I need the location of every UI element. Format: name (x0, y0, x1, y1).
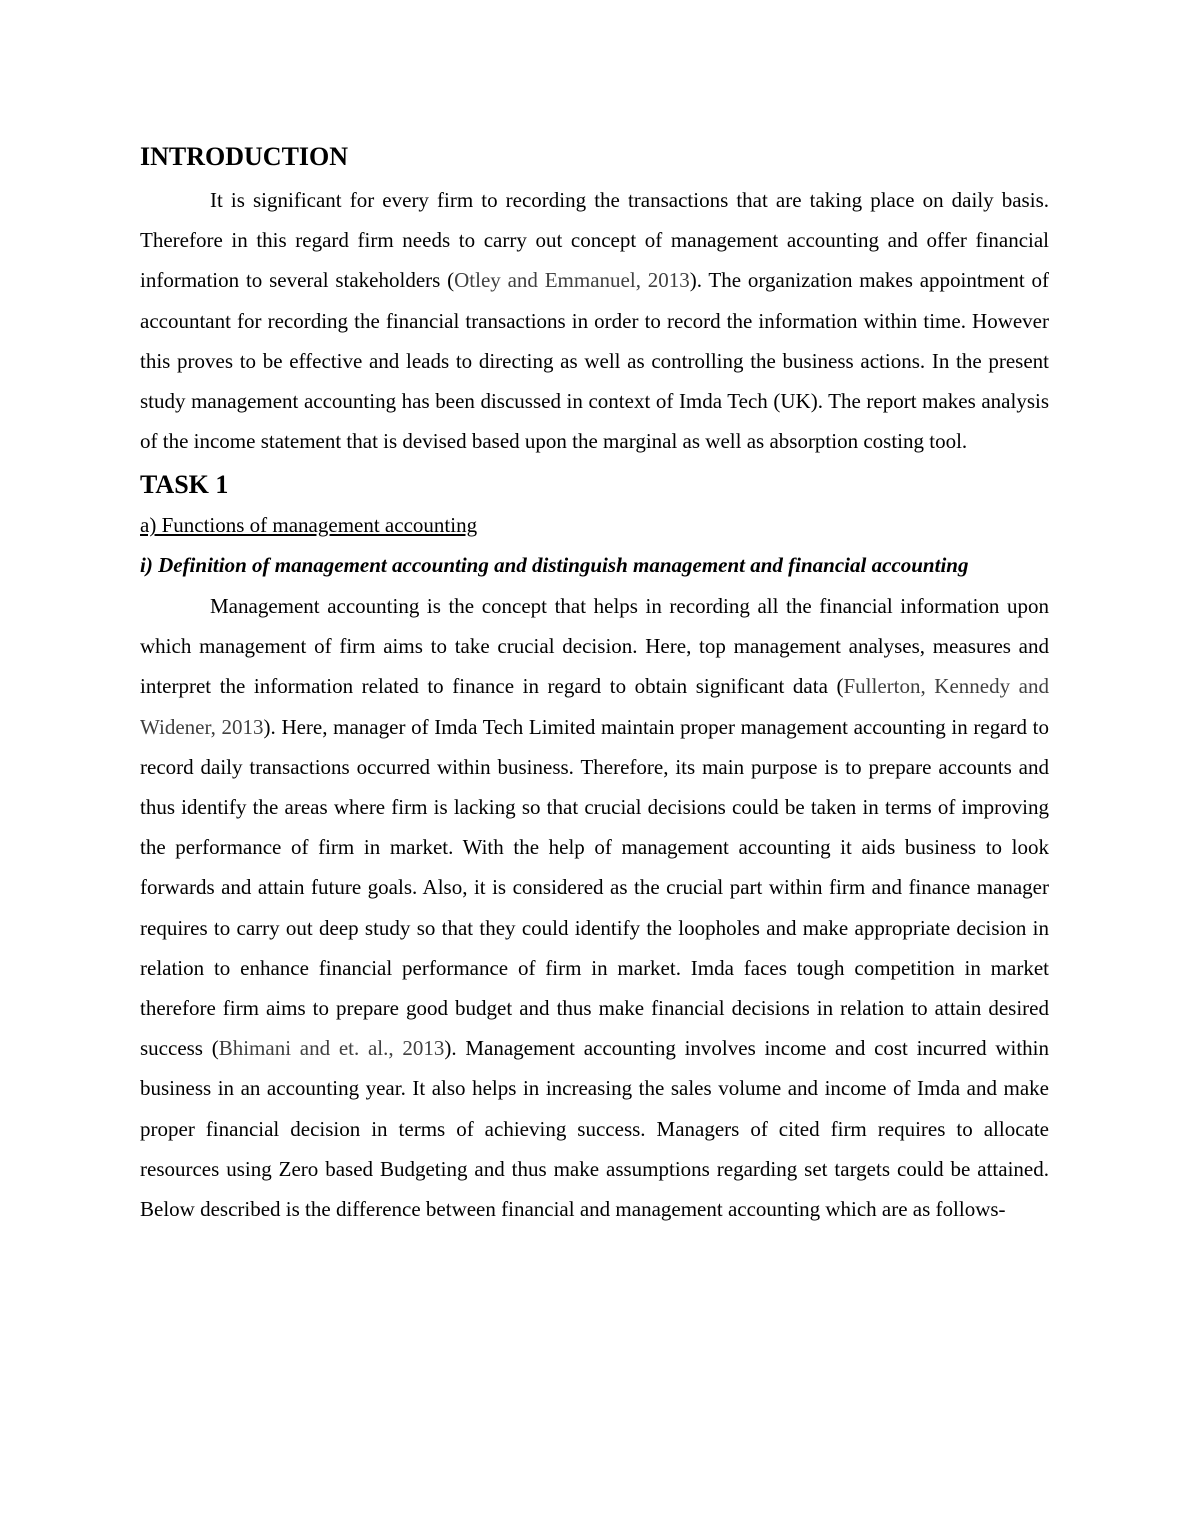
citation-otley-emmanuel: Otley and Emmanuel, 2013 (454, 268, 690, 293)
intro-text-part-1: It is significant for every firm to recording the transactions that are taking place on daily basis. Therefore in this regard firm needs to carry out concept of management accounting and offer financial information to several stakeholders ( (140, 188, 1049, 293)
intro-text-part-2: ). The organization makes appointment of accountant for recording the financial transactions in order to record the information within time. However this proves to be effective and leads to directing as well as controlling the business actions. In the present study management accounting has been discussed in context of Imda Tech (UK). The report makes analysis of the income statement that is devised based upon the marginal as well as absorption costing tool. (140, 268, 1050, 454)
functions-subheading: a) Functions of management accounting (140, 513, 478, 538)
definition-question-heading: i) Definition of management accounting and distinguish management and financial accounting (140, 553, 969, 578)
introduction-heading: INTRODUCTION (140, 142, 349, 171)
citation-fullerton: Fullerton, Kennedy and Widener, 2013 (140, 674, 1049, 739)
ma-text-part-1: Management accounting is the concept that helps in recording all the financial information upon which management of firm aims to take crucial decision. Here, top management analyses, measures and interpret the information related to finance in regard to obtain significant data ( (140, 593, 1049, 699)
page-content (140, 137, 1049, 1229)
citation-bhimani: Bhimani and et. al., 2013 (218, 1036, 445, 1061)
task-1-heading: TASK 1 (140, 470, 229, 500)
ma-text-part-2: ). Here, manager of Imda Tech Limited maintain proper management accounting in regard to record daily transactions occurred within business. Therefore, its main purpose is to prepare accounts and thus identify the areas where firm is lacking so that crucial decisions could be taken in terms of improving the performance of firm in market. With the help of management accounting it aids business to look forwards and attain future goals. Also, it is considered as the crucial part within firm and finance manager requires to carry out deep study so that they could identify the loopholes and make appropriate decision in relation to enhance financial performance of firm in market. Imda faces tough competition in market therefore firm aims to prepare good budget and thus make financial decisions in relation to attain desired success ( (140, 714, 1050, 1061)
management-accounting-paragraph (140, 586, 1049, 1229)
ma-text-part-3: ). Management accounting involves income and cost incurred within business in an accounting year. It also helps in increasing the sales volume and income of Imda and make proper financial decision in terms of achieving success. Managers of cited firm requires to allocate resources using Zero based Budgeting and thus make assumptions regarding set targets could be attained. Below described is the difference between financial and management accounting which are as follows- (140, 1036, 1049, 1221)
introduction-paragraph (140, 180, 1049, 461)
